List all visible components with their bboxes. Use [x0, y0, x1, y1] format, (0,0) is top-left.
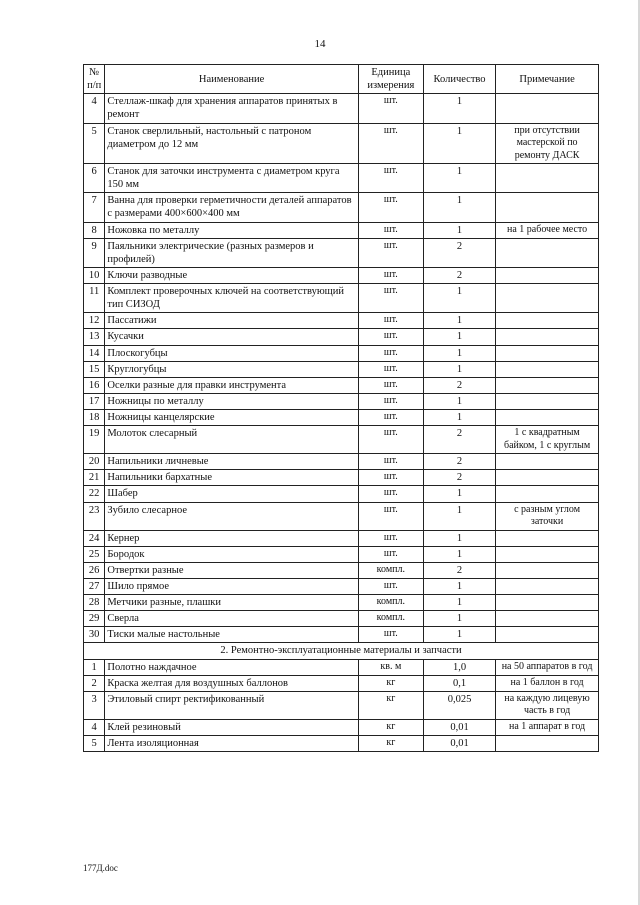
row-unit: кг: [358, 735, 423, 751]
table-row: [84, 164, 599, 193]
row-name: Отвертки разные: [105, 562, 358, 578]
row-num: 28: [84, 595, 105, 611]
row-qty: 1: [423, 595, 495, 611]
row-name: Ванна для проверки герметичности деталей аппаратов с размерами 400×600×400 мм: [105, 193, 358, 222]
table-row: [84, 284, 599, 313]
table-row: [84, 345, 599, 361]
row-unit: компл.: [358, 611, 423, 627]
row-name: Ножовка по металлу: [105, 222, 358, 238]
row-unit: шт.: [358, 393, 423, 409]
row-name: Шабер: [105, 486, 358, 502]
row-num: 17: [84, 393, 105, 409]
row-note: [496, 578, 599, 594]
row-note: [496, 377, 599, 393]
row-num: 22: [84, 486, 105, 502]
row-name: Кернер: [105, 530, 358, 546]
row-unit: шт.: [358, 361, 423, 377]
section-title-row: [84, 643, 599, 659]
row-name: Пассатижи: [105, 313, 358, 329]
row-num: 4: [84, 94, 105, 123]
header-unit: Единица измерения: [358, 65, 423, 94]
row-num: 20: [84, 454, 105, 470]
row-qty: 1: [423, 578, 495, 594]
row-num: 26: [84, 562, 105, 578]
row-note: на 1 баллон в год: [496, 675, 599, 691]
table-row: [84, 123, 599, 164]
row-name: Метчики разные, плашки: [105, 595, 358, 611]
row-note: [496, 486, 599, 502]
row-note: [496, 454, 599, 470]
row-unit: шт.: [358, 410, 423, 426]
table-row: [84, 193, 599, 222]
section1-body: [84, 94, 599, 643]
equipment-table: [83, 64, 599, 752]
row-note: [496, 530, 599, 546]
row-note: [496, 735, 599, 751]
row-qty: 1: [423, 94, 495, 123]
row-unit: компл.: [358, 595, 423, 611]
row-name: Напильники личневые: [105, 454, 358, 470]
row-num: 2: [84, 675, 105, 691]
row-note: [496, 267, 599, 283]
row-name: Клей резиновый: [105, 719, 358, 735]
row-name: Напильники бархатные: [105, 470, 358, 486]
row-num: 3: [84, 691, 105, 719]
table-row: [84, 486, 599, 502]
row-qty: 2: [423, 470, 495, 486]
row-note: [496, 470, 599, 486]
row-unit: шт.: [358, 377, 423, 393]
row-unit: шт.: [358, 486, 423, 502]
row-num: 15: [84, 361, 105, 377]
row-note: [496, 345, 599, 361]
row-note: при отсутствии мастерской по ремонту ДАСК: [496, 123, 599, 164]
row-note: 1 с квадратным байком, 1 с круглым: [496, 426, 599, 454]
page-number: 14: [314, 38, 326, 50]
table-row: [84, 470, 599, 486]
row-qty: 0,1: [423, 675, 495, 691]
table-row: [84, 426, 599, 454]
row-num: 4: [84, 719, 105, 735]
row-unit: кв. м: [358, 659, 423, 675]
table-row: [84, 578, 599, 594]
row-name: Краска желтая для воздушных баллонов: [105, 675, 358, 691]
row-name: Шило прямое: [105, 578, 358, 594]
row-num: 1: [84, 659, 105, 675]
footer-filename: 177Д.doc: [83, 863, 118, 873]
row-num: 29: [84, 611, 105, 627]
row-name: Сверла: [105, 611, 358, 627]
row-qty: 2: [423, 238, 495, 267]
table-row: [84, 313, 599, 329]
row-qty: 2: [423, 426, 495, 454]
row-name: Ножницы канцелярские: [105, 410, 358, 426]
row-note: [496, 410, 599, 426]
row-note: [496, 627, 599, 643]
row-qty: 1: [423, 193, 495, 222]
row-note: на 1 рабочее место: [496, 222, 599, 238]
row-name: Бородок: [105, 546, 358, 562]
row-qty: 1: [423, 329, 495, 345]
row-unit: шт.: [358, 284, 423, 313]
row-qty: 2: [423, 454, 495, 470]
row-num: 12: [84, 313, 105, 329]
row-num: 23: [84, 502, 105, 530]
table-row: [84, 611, 599, 627]
table-row: [84, 410, 599, 426]
row-qty: 1: [423, 393, 495, 409]
table-row: [84, 675, 599, 691]
table-row: [84, 393, 599, 409]
row-note: [496, 393, 599, 409]
row-note: с разным углом заточки: [496, 502, 599, 530]
row-name: Тиски малые настольные: [105, 627, 358, 643]
row-unit: кг: [358, 719, 423, 735]
row-num: 6: [84, 164, 105, 193]
section2-header-body: [84, 643, 599, 659]
table-row: [84, 627, 599, 643]
row-qty: 1: [423, 410, 495, 426]
row-note: [496, 611, 599, 627]
row-unit: шт.: [358, 454, 423, 470]
row-num: 27: [84, 578, 105, 594]
row-qty: 0,01: [423, 719, 495, 735]
row-name: Станок сверлильный, настольный с патроном диаметром до 12 мм: [105, 123, 358, 164]
row-qty: 1: [423, 627, 495, 643]
row-num: 5: [84, 735, 105, 751]
row-note: на каждую лицевую часть в год: [496, 691, 599, 719]
row-qty: 2: [423, 562, 495, 578]
row-unit: шт.: [358, 329, 423, 345]
header-note: Примечание: [496, 65, 599, 94]
row-name: Полотно наждачное: [105, 659, 358, 675]
row-note: [496, 313, 599, 329]
row-unit: шт.: [358, 313, 423, 329]
row-unit: кг: [358, 675, 423, 691]
row-num: 30: [84, 627, 105, 643]
table-row: [84, 377, 599, 393]
row-unit: шт.: [358, 345, 423, 361]
table-row: [84, 329, 599, 345]
row-qty: 1,0: [423, 659, 495, 675]
row-note: на 1 аппарат в год: [496, 719, 599, 735]
row-qty: 1: [423, 502, 495, 530]
row-qty: 1: [423, 345, 495, 361]
row-qty: 0,01: [423, 735, 495, 751]
table-row: [84, 238, 599, 267]
row-unit: шт.: [358, 470, 423, 486]
row-qty: 1: [423, 530, 495, 546]
row-num: 21: [84, 470, 105, 486]
row-name: Лента изоляционная: [105, 735, 358, 751]
row-num: 13: [84, 329, 105, 345]
section2-body: [84, 659, 599, 752]
row-num: 7: [84, 193, 105, 222]
table-row: [84, 222, 599, 238]
row-note: на 50 аппаратов в год: [496, 659, 599, 675]
table-row: [84, 691, 599, 719]
row-num: 11: [84, 284, 105, 313]
row-name: Комплект проверочных ключей на соответствующий тип СИЗОД: [105, 284, 358, 313]
row-num: 9: [84, 238, 105, 267]
row-num: 18: [84, 410, 105, 426]
table-row: [84, 454, 599, 470]
row-qty: 0,025: [423, 691, 495, 719]
row-name: Этиловый спирт ректификованный: [105, 691, 358, 719]
row-num: 16: [84, 377, 105, 393]
table-row: [84, 361, 599, 377]
row-name: Плоскогубцы: [105, 345, 358, 361]
row-num: 25: [84, 546, 105, 562]
table-row: [84, 267, 599, 283]
table-row: [84, 502, 599, 530]
row-unit: шт.: [358, 502, 423, 530]
row-unit: шт.: [358, 578, 423, 594]
row-qty: 1: [423, 546, 495, 562]
row-unit: шт.: [358, 94, 423, 123]
row-note: [496, 94, 599, 123]
row-num: 24: [84, 530, 105, 546]
row-qty: 1: [423, 284, 495, 313]
row-unit: компл.: [358, 562, 423, 578]
table-row: [84, 94, 599, 123]
row-unit: шт.: [358, 426, 423, 454]
row-name: Кусачки: [105, 329, 358, 345]
row-unit: шт.: [358, 164, 423, 193]
row-name: Молоток слесарный: [105, 426, 358, 454]
table-row: [84, 595, 599, 611]
row-num: 5: [84, 123, 105, 164]
row-unit: шт.: [358, 193, 423, 222]
table-row: [84, 659, 599, 675]
row-unit: шт.: [358, 627, 423, 643]
row-unit: шт.: [358, 222, 423, 238]
table-header-row: [84, 65, 599, 94]
row-note: [496, 562, 599, 578]
row-unit: шт.: [358, 546, 423, 562]
row-note: [496, 164, 599, 193]
row-name: Станок для заточки инструмента с диаметром круга 150 мм: [105, 164, 358, 193]
header-num: № п/п: [84, 65, 105, 94]
row-unit: кг: [358, 691, 423, 719]
table-row: [84, 735, 599, 751]
row-note: [496, 284, 599, 313]
row-name: Ключи разводные: [105, 267, 358, 283]
row-qty: 1: [423, 222, 495, 238]
row-num: 8: [84, 222, 105, 238]
header-qty: Количество: [423, 65, 495, 94]
row-qty: 1: [423, 486, 495, 502]
row-note: [496, 595, 599, 611]
row-num: 10: [84, 267, 105, 283]
row-unit: шт.: [358, 123, 423, 164]
row-name: Ножницы по металлу: [105, 393, 358, 409]
row-qty: 1: [423, 611, 495, 627]
row-note: [496, 329, 599, 345]
table-row: [84, 719, 599, 735]
row-qty: 1: [423, 123, 495, 164]
row-unit: шт.: [358, 238, 423, 267]
row-unit: шт.: [358, 267, 423, 283]
row-unit: шт.: [358, 530, 423, 546]
table-row: [84, 530, 599, 546]
row-qty: 1: [423, 164, 495, 193]
row-qty: 2: [423, 267, 495, 283]
row-num: 19: [84, 426, 105, 454]
row-note: [496, 546, 599, 562]
table-row: [84, 546, 599, 562]
row-qty: 1: [423, 313, 495, 329]
row-name: Стеллаж-шкаф для хранения аппаратов принятых в ремонт: [105, 94, 358, 123]
section-title: 2. Ремонтно-эксплуатационные материалы и запчасти: [84, 643, 599, 659]
row-qty: 1: [423, 361, 495, 377]
row-name: Зубило слесарное: [105, 502, 358, 530]
row-qty: 2: [423, 377, 495, 393]
row-name: Оселки разные для правки инструмента: [105, 377, 358, 393]
row-name: Паяльники электрические (разных размеров и профилей): [105, 238, 358, 267]
row-note: [496, 361, 599, 377]
row-note: [496, 193, 599, 222]
row-num: 14: [84, 345, 105, 361]
header-name: Наименование: [105, 65, 358, 94]
row-name: Круглогубцы: [105, 361, 358, 377]
row-note: [496, 238, 599, 267]
table-row: [84, 562, 599, 578]
